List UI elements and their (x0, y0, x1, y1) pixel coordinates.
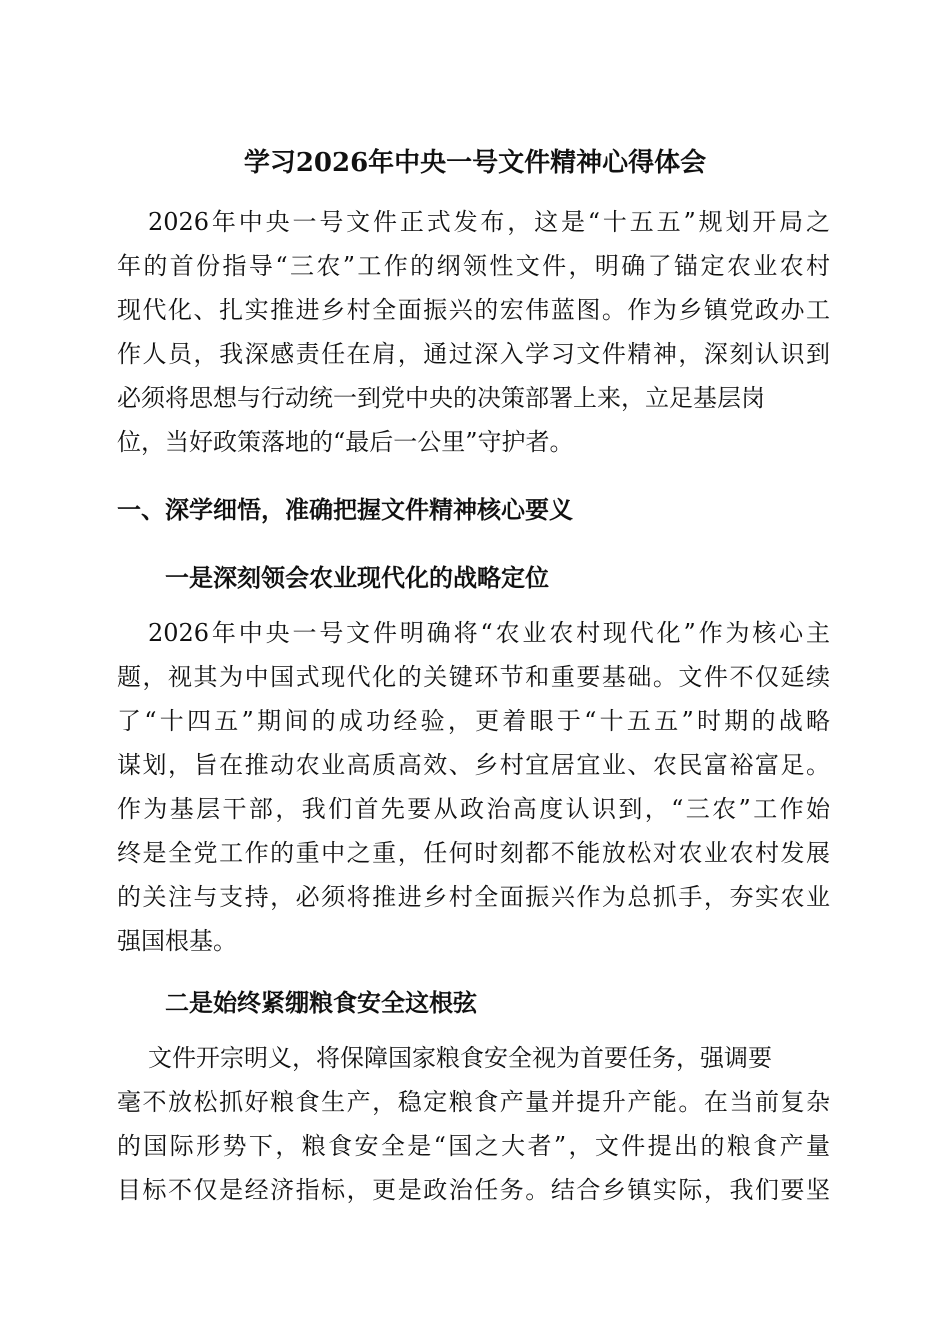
subsection-heading-1: 一是深刻领会农业现代化的战略定位 (165, 563, 549, 592)
text-line: 了“十四五”期间的成功经验，更着眼于“十五五”时期的战略 (117, 707, 830, 735)
paragraph-intro (117, 200, 830, 464)
text-line: 必须将思想与行动统一到党中央的决策部署上来，立足基层岗 (117, 384, 765, 412)
text-line: 作为基层干部，我们首先要从政治高度认识到，“三农”工作始 (117, 795, 830, 823)
text-line: 题，视其为中国式现代化的关键环节和重要基础。文件不仅延续 (117, 663, 830, 691)
text-line: 2026年中央一号文件明确将“农业农村现代化”作为核心主 (148, 619, 830, 647)
document-title: 学习2026年中央一号文件精神心得体会 (243, 148, 707, 178)
paragraph-strategy (117, 611, 830, 963)
text-line: 文件开宗明义，将保障国家粮食安全视为首要任务，强调要 (148, 1044, 772, 1072)
text-line: 谋划，旨在推动农业高质高效、乡村宜居宜业、农民富裕富足。 (117, 751, 830, 779)
text-line: 目标不仅是经济指标，更是政治任务。结合乡镇实际，我们要坚 (117, 1176, 830, 1204)
text-line: 2026年中央一号文件正式发布，这是“十五五”规划开局之 (148, 208, 830, 236)
text-line: 现代化、扎实推进乡村全面振兴的宏伟蓝图。作为乡镇党政办工 (117, 296, 830, 324)
text-line: 的关注与支持，必须将推进乡村全面振兴作为总抓手，夯实农业 (117, 883, 830, 911)
text-line: 毫不放松抓好粮食生产，稳定粮食产量并提升产能。在当前复杂 (117, 1088, 830, 1116)
section-heading-1: 一、深学细悟，准确把握文件精神核心要义 (117, 495, 573, 524)
text-line: 强国根基。 (117, 927, 237, 955)
text-line: 年的首份指导“三农”工作的纲领性文件，明确了锚定农业农村 (117, 252, 830, 280)
text-line: 终是全党工作的重中之重，任何时刻都不能放松对农业农村发展 (117, 839, 830, 867)
text-line: 作人员，我深感责任在肩，通过深入学习文件精神，深刻认识到 (117, 340, 830, 368)
subsection-heading-2: 二是始终紧绷粮食安全这根弦 (165, 988, 477, 1017)
paragraph-food-security (117, 1036, 830, 1212)
text-line: 位，当好政策落地的“最后一公里”守护者。 (117, 428, 574, 456)
text-line: 的国际形势下，粮食安全是“国之大者”，文件提出的粮食产量 (117, 1132, 830, 1160)
